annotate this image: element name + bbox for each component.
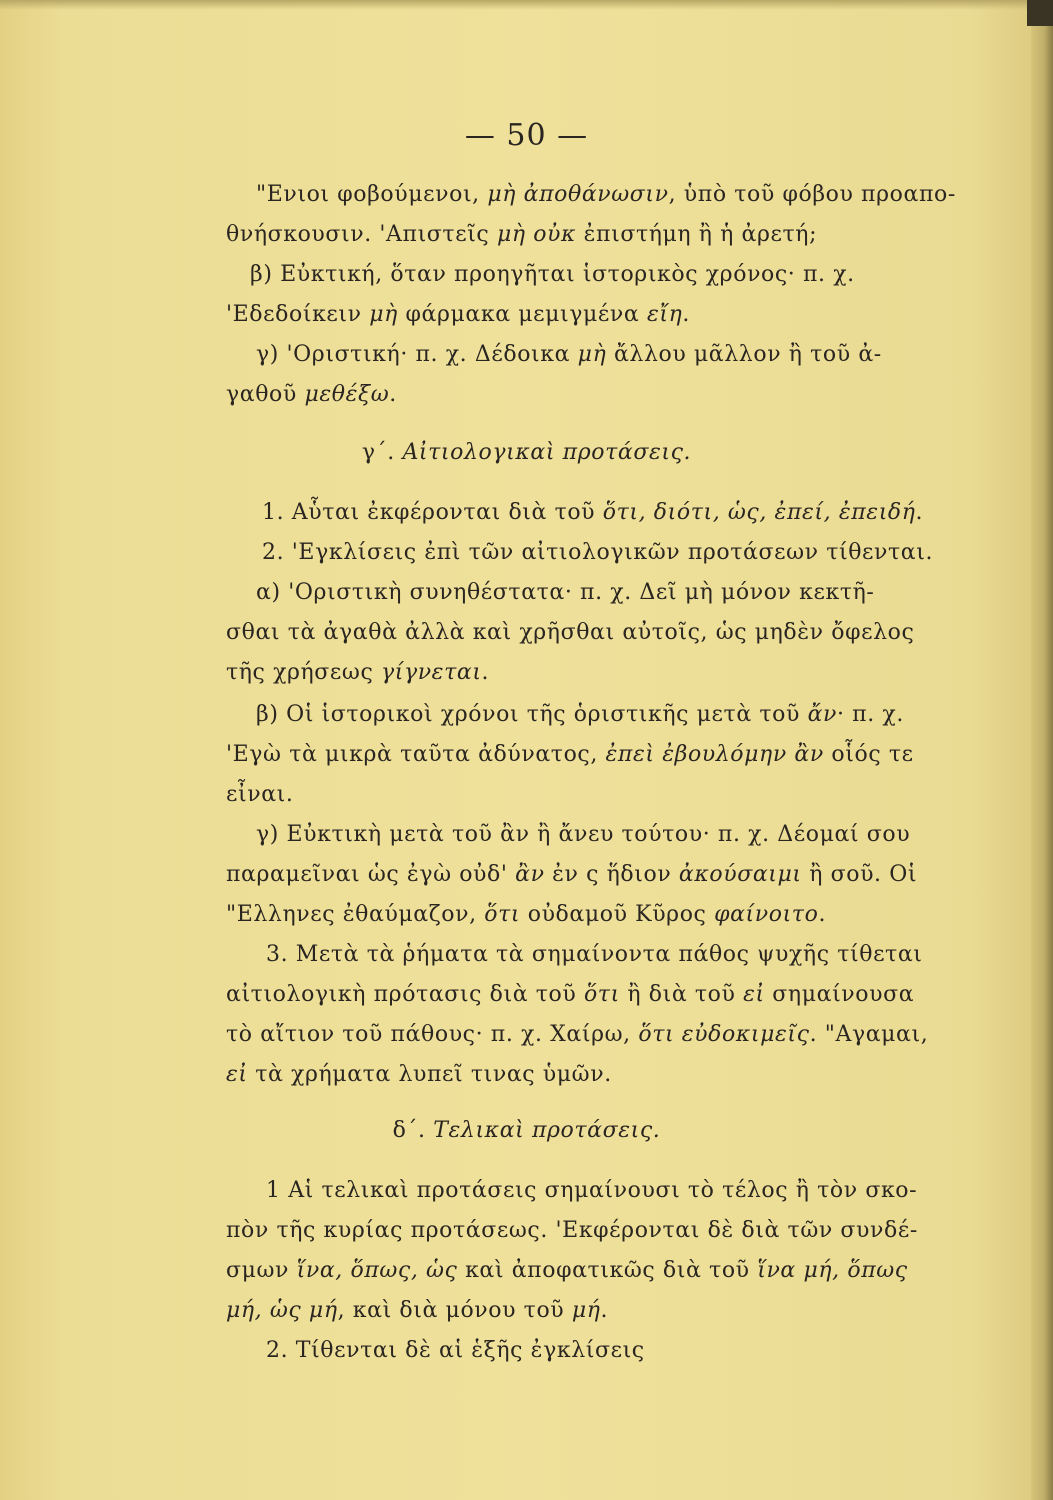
italic-text: ὅτι [583, 982, 620, 1007]
text-segment: , καὶ διὰ μόνου τοῦ [337, 1298, 572, 1323]
text-line [266, 1178, 917, 1203]
text-line [226, 1022, 928, 1047]
text-segment: τῆς χρήσεως [226, 660, 381, 685]
text-segment: α) 'Οριστικὴ συνηθέστατα· π. χ. Δεῖ μὴ μόνον κεκτῆ- [256, 580, 875, 605]
italic-text: μή, ὡς μή [226, 1298, 338, 1323]
text-segment: · π. χ. [837, 702, 904, 727]
text-segment: σημαίνουσα [764, 982, 915, 1007]
text-segment: γ) Εὐκτικὴ μετὰ τοῦ ἂν ἢ ἄνευ τούτου· π. χ. Δέομαί σου [256, 822, 911, 847]
text-line [226, 1218, 918, 1243]
italic-text: ἵνα, ὅπως, ὡς [296, 1258, 458, 1283]
text-line [226, 982, 914, 1007]
text-segment: ἐν ς ἥδιον [544, 862, 679, 887]
text-line [226, 382, 397, 407]
text-segment: 'Εδεδοίκειν [226, 302, 370, 327]
text-segment: . [915, 500, 924, 525]
italic-text: μὴ [369, 302, 398, 327]
page-right-edge [1031, 0, 1053, 1500]
text-segment: παραμεῖναι ὡς ἐγὼ οὐδ' [226, 862, 516, 887]
text-line [226, 302, 690, 327]
italic-text: ἵνα μή, ὅπως [757, 1258, 908, 1283]
text-line [256, 182, 956, 207]
text-line [226, 862, 917, 887]
text-line [256, 822, 910, 847]
italic-text: φαίνοιτο [714, 902, 819, 927]
text-segment: ἐπιστήμη ἢ ἡ ἀρετή; [576, 222, 818, 247]
text-line [266, 942, 923, 967]
text-segment: 'Εγὼ τὰ μικρὰ ταῦτα ἀδύνατος, [226, 742, 606, 767]
text-segment: 1 Αἱ τελικαὶ προτάσεις σημαίνουσι τὸ τέλος ἢ τὸν σκο- [266, 1178, 918, 1203]
text-line [250, 262, 855, 287]
text-segment: 2. 'Εγκλίσεις ἐπὶ τῶν αἰτιολογικῶν προτάσεων τίθενται. [262, 540, 934, 565]
text-segment: πὸν τῆς κυρίας προτάσεως. 'Εκφέρονται δὲ διὰ τῶν συνδέ- [226, 1218, 918, 1243]
italic-text: μὴ οὐκ [496, 222, 577, 247]
text-segment: τὰ χρήματα λυπεῖ τινας ὑμῶν. [247, 1062, 612, 1087]
text-segment: β) Εὐκτική, ὅταν προηγῆται ἱστορικὸς χρόνος· π. χ. [250, 262, 855, 287]
text-segment: β) Οἱ ἱστορικοὶ χρόνοι τῆς ὁριστικῆς μετὰ τοῦ [256, 702, 808, 727]
section-heading-gamma [0, 440, 1053, 465]
text-segment: 1. Αὗται ἐκφέρονται διὰ τοῦ [262, 500, 603, 525]
italic-text: εἰ [226, 1062, 248, 1087]
italic-text: μὴ ἀποθάνωσιν [487, 182, 669, 207]
text-segment: οὐδαμοῦ Κῦρος [520, 902, 715, 927]
text-segment: οἷός τε [823, 742, 914, 767]
text-line [226, 742, 914, 767]
text-line [256, 702, 904, 727]
text-line [256, 342, 882, 367]
text-segment: καὶ ἀποφατικῶς διὰ τοῦ [457, 1258, 758, 1283]
italic-text: ὅτι, διότι, ὡς, ἐπεί, ἐπειδή [602, 500, 916, 525]
text-segment: θνήσκουσιν. 'Απιστεῖς [226, 222, 497, 247]
text-segment: γαθοῦ [226, 382, 305, 407]
italic-text: μεθέξω [304, 382, 390, 407]
text-segment: σμων [226, 1258, 297, 1283]
text-line [262, 500, 923, 525]
text-segment: ἢ σοῦ. Οἱ [801, 862, 918, 887]
text-segment: 3. Μετὰ τὰ ῥήματα τὰ σημαίνοντα πάθος ψυχῆς τίθεται [266, 942, 923, 967]
text-segment: , ὑπὸ τοῦ φόβου προαπο- [668, 182, 956, 207]
text-segment: γ) 'Οριστική· π. χ. Δέδοικα [256, 342, 578, 367]
italic-text: μὴ [577, 342, 607, 367]
section-title: Αἰτιολογικαὶ προτάσεις. [402, 440, 692, 465]
italic-text: εἴη [646, 302, 683, 327]
page-number: — 50 — [464, 118, 589, 153]
text-segment: "Ενιοι φοβούμενοι, [256, 182, 488, 207]
text-line [256, 580, 874, 605]
italic-text: μή [571, 1298, 601, 1323]
text-segment: . [481, 660, 490, 685]
text-line [226, 1258, 908, 1283]
italic-text: ἄν [807, 702, 837, 727]
italic-text: ὅτι [484, 902, 521, 927]
section-number: δ΄. [392, 1118, 426, 1143]
italic-text: ἂν [515, 862, 545, 887]
text-segment: . [600, 1298, 609, 1323]
section-heading-delta [0, 1118, 1053, 1143]
text-line [226, 660, 489, 685]
italic-text: ἀκούσαιμι [678, 862, 802, 887]
page-corner-shadow [1027, 0, 1053, 26]
page-top-edge [0, 0, 1053, 10]
text-line [226, 620, 914, 645]
italic-text: ὅτι εὐδοκιμεῖς [638, 1022, 810, 1047]
text-line [226, 1062, 612, 1087]
text-segment: τὸ αἴτιον τοῦ πάθους· π. χ. Χαίρω, [226, 1022, 639, 1047]
italic-text: εἰ [743, 982, 765, 1007]
text-line [262, 540, 933, 565]
text-segment: . [818, 902, 827, 927]
text-segment: . [682, 302, 690, 327]
text-segment: εἶναι. [226, 782, 294, 807]
text-line [226, 1298, 608, 1323]
text-segment: "Ελληνες ἐθαύμαζον, [226, 902, 485, 927]
text-segment: . "Αγαμαι, [809, 1022, 929, 1047]
text-segment: σθαι τὰ ἀγαθὰ ἀλλὰ καὶ χρῆσθαι αὐτοῖς, ὡς μηδὲν ὄφελος [226, 620, 915, 645]
italic-text: γίγνεται [380, 660, 482, 685]
text-segment: 2. Τίθενται δὲ αἱ ἑξῆς ἐγκλίσεις [266, 1338, 645, 1363]
text-segment: . [389, 382, 397, 407]
text-segment: ἢ διὰ τοῦ [619, 982, 744, 1007]
section-title: Τελικαὶ προτάσεις. [433, 1118, 661, 1143]
text-line [226, 222, 817, 247]
italic-text: ἐπεὶ ἐβουλόμην ἂν [605, 742, 824, 767]
text-line [226, 782, 293, 807]
text-line [266, 1338, 645, 1363]
text-segment: αἰτιολογικὴ πρότασις διὰ τοῦ [226, 982, 584, 1007]
text-segment: ἄλλου μᾶλλον ἢ τοῦ ἀ- [606, 342, 882, 367]
section-number: γ΄. [361, 440, 395, 465]
text-segment: φάρμακα μεμιγμένα [397, 302, 647, 327]
text-line [226, 902, 826, 927]
